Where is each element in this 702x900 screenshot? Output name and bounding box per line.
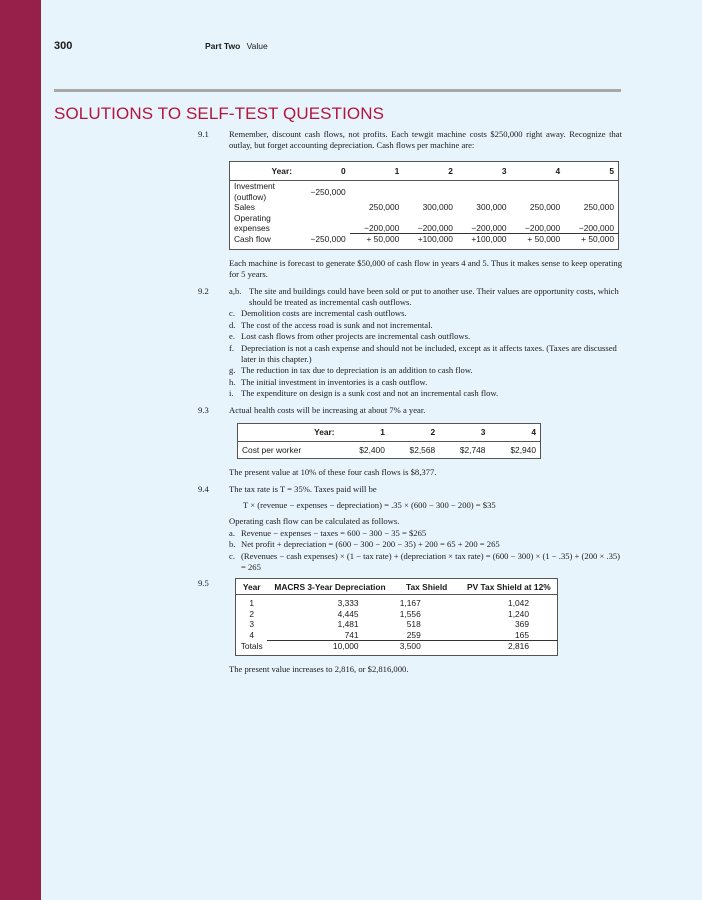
list-text: The cost of the access road is sunk and not incremental. bbox=[241, 319, 433, 330]
table-row bbox=[238, 441, 541, 459]
table-cell: −250,000 bbox=[310, 234, 346, 245]
table-cell: 250,000 bbox=[583, 202, 614, 213]
paragraph: Each machine is forecast to generate $50,000 of cash flow in years 4 and 5. Thus it makes sense to keep operating for 5 years. bbox=[229, 257, 622, 280]
year-header: 2 bbox=[389, 424, 439, 442]
list-label: d. bbox=[229, 319, 236, 330]
table-cell: 1,481 bbox=[337, 619, 359, 630]
list-item bbox=[229, 286, 622, 309]
health-cost-table bbox=[237, 423, 541, 459]
table-cell: +100,000 bbox=[471, 234, 507, 245]
list-label: i. bbox=[229, 388, 234, 399]
table-row bbox=[230, 202, 619, 213]
question-9-1 bbox=[198, 129, 622, 152]
running-head bbox=[205, 41, 268, 51]
paragraph: The present value at 10% of these four cash flows is $8,377. bbox=[229, 467, 437, 478]
table-row bbox=[230, 234, 619, 250]
list-label: g. bbox=[229, 365, 236, 376]
list-text: Revenue − expenses − taxes = 600 − 300 − 35 = $265 bbox=[241, 527, 427, 538]
table-header-row bbox=[236, 579, 558, 595]
table-cell: Totals bbox=[240, 641, 263, 652]
table-cell: 3,500 bbox=[399, 641, 421, 652]
list-label: h. bbox=[229, 376, 236, 387]
list-item bbox=[229, 377, 622, 388]
list-item bbox=[229, 308, 622, 319]
table-cell: −250,000 bbox=[310, 186, 346, 197]
table-cell: 1,042 bbox=[508, 598, 529, 609]
cash-flow-table bbox=[229, 161, 619, 250]
paragraph: Actual health costs will be increasing at about 7% a year. bbox=[229, 404, 426, 415]
table-cell bbox=[296, 213, 350, 234]
list-text: Net profit + depreciation = (600 − 300 − 200 − 35) + 200 = 65 + 200 = 265 bbox=[241, 539, 500, 550]
year-header: 0 bbox=[296, 161, 350, 181]
table-cell: $2,940 bbox=[510, 444, 536, 455]
table-cell: −200,000 bbox=[457, 213, 511, 234]
table-row bbox=[236, 641, 558, 656]
table-cell: 250,000 bbox=[529, 202, 561, 213]
table-cell: 250,000 bbox=[369, 202, 400, 213]
paragraph: The present value increases to 2,816, or $2,816,000. bbox=[229, 663, 409, 674]
year-header: 1 bbox=[350, 161, 404, 181]
question-9-3 bbox=[198, 405, 622, 416]
year-header: 4 bbox=[489, 424, 540, 442]
question-number: 9.3 bbox=[198, 404, 209, 415]
list-text: (Revenues − cash expenses) × (1 − tax rate) + (depreciation × tax rate) = (600 − 300) × (1 − .35) + (200 × .35) = 265 bbox=[241, 550, 621, 572]
table-cell: 518 bbox=[406, 619, 421, 630]
table-cell: + 50,000 bbox=[527, 234, 561, 245]
section-rule bbox=[54, 89, 621, 92]
list-text: The initial investment in inventories is a cash outflow. bbox=[241, 376, 428, 387]
table-cell: 1,240 bbox=[508, 608, 529, 619]
solutions-content bbox=[198, 129, 622, 675]
list-label: a. bbox=[229, 527, 235, 538]
question-number: 9.2 bbox=[198, 285, 209, 296]
table-cell: 2 bbox=[249, 608, 255, 619]
tax-formula: T × (revenue − expenses − depreciation) = .35 × (600 − 300 − 200) = $35 bbox=[243, 499, 496, 510]
table-cell bbox=[564, 181, 618, 203]
part-label: Part Two bbox=[205, 41, 241, 51]
table-cell: 300,000 bbox=[422, 202, 453, 213]
table-cell bbox=[511, 181, 565, 203]
table-cell: + 50,000 bbox=[366, 234, 400, 245]
table-header-label: Year: bbox=[230, 161, 297, 181]
table-cell: 1 bbox=[249, 598, 255, 609]
year-header: 5 bbox=[564, 161, 618, 181]
section-title: SOLUTIONS TO SELF-TEST QUESTIONS bbox=[54, 104, 385, 123]
table-cell: −200,000 bbox=[564, 213, 618, 234]
paragraph: The tax rate is T = 35%. Taxes paid will be bbox=[229, 483, 377, 494]
part-title: Value bbox=[246, 41, 268, 51]
table-row bbox=[236, 609, 558, 620]
page-sidebar-band bbox=[0, 0, 41, 900]
column-header: MACRS 3-Year Depreciation bbox=[267, 579, 392, 595]
page-number: 300 bbox=[54, 40, 73, 52]
year-header: 3 bbox=[457, 161, 511, 181]
list-label: e. bbox=[229, 331, 235, 342]
list-text: Depreciation is not a cash expense and should not be included, except as it affects taxes. (Taxes are discussed later in this chapter.) bbox=[241, 342, 617, 365]
table-cell: $2,748 bbox=[459, 444, 486, 455]
list-item bbox=[229, 388, 622, 399]
table-cell: 4 bbox=[249, 630, 255, 641]
table-cell: +100,000 bbox=[417, 234, 453, 245]
question-9-4 bbox=[198, 484, 622, 574]
row-label: Cost per worker bbox=[242, 444, 302, 455]
list-item bbox=[229, 320, 622, 331]
table-row bbox=[236, 630, 558, 641]
paragraph: Remember, discount cash flows, not profits. Each tewgit machine costs $250,000 right away. Recognize that outlay, but forget accounting depreciation. Cash flows per machine are: bbox=[229, 129, 622, 151]
row-label: Cash flow bbox=[234, 234, 271, 245]
question-9-5 bbox=[198, 578, 622, 656]
table-cell: 3 bbox=[249, 619, 255, 630]
table-cell: 1,167 bbox=[399, 598, 421, 609]
table-cell: 165 bbox=[461, 630, 558, 641]
table-cell bbox=[350, 181, 404, 203]
table-cell: 741 bbox=[267, 630, 392, 641]
column-header: PV Tax Shield at 12% bbox=[461, 579, 558, 595]
table-cell: 259 bbox=[393, 630, 461, 641]
row-label: Investment (outflow) bbox=[234, 181, 275, 202]
table-cell: + 50,000 bbox=[581, 234, 614, 245]
column-header: Tax Shield bbox=[393, 579, 461, 595]
list-label: f. bbox=[229, 342, 235, 353]
table-cell: $2,568 bbox=[409, 444, 436, 455]
list-label: c. bbox=[229, 308, 235, 319]
list-item bbox=[229, 343, 622, 366]
year-header: 2 bbox=[403, 161, 457, 181]
paragraph: Operating cash flow can be calculated as follows. bbox=[229, 516, 400, 527]
table-row bbox=[236, 619, 558, 630]
list-label: c. bbox=[229, 550, 235, 561]
table-cell: −200,000 bbox=[350, 213, 404, 234]
table-cell bbox=[403, 181, 457, 203]
list-text: Lost cash flows from other projects are incremental cash outflows. bbox=[241, 331, 471, 342]
list-item bbox=[229, 528, 622, 539]
table-row bbox=[230, 213, 619, 234]
table-header-row bbox=[230, 161, 619, 181]
row-label: Operating expenses bbox=[234, 212, 271, 234]
table-row bbox=[230, 181, 619, 203]
question-number: 9.1 bbox=[198, 129, 209, 139]
list-text: The site and buildings could have been sold or put to another use. Their values are opportunity costs, which should be treated as incremental cash outflows. bbox=[249, 285, 619, 308]
table-cell: −200,000 bbox=[511, 213, 565, 234]
table-header-row bbox=[238, 424, 541, 442]
table-cell: $2,400 bbox=[359, 444, 385, 455]
table-cell: 369 bbox=[515, 619, 529, 630]
question-number: 9.5 bbox=[198, 578, 209, 589]
list-item bbox=[229, 551, 622, 574]
question-9-2 bbox=[198, 286, 622, 400]
list-item bbox=[229, 331, 622, 342]
year-header: 4 bbox=[511, 161, 565, 181]
list-label: b. bbox=[229, 539, 236, 550]
table-cell bbox=[296, 202, 350, 213]
list-text: The expenditure on design is a sunk cost and not an incremental cash flow. bbox=[241, 388, 499, 399]
list-text: Demolition costs are incremental cash outflows. bbox=[241, 308, 407, 319]
table-cell: 2,816 bbox=[508, 641, 529, 652]
list-label: a,b. bbox=[229, 285, 242, 296]
table-cell: −200,000 bbox=[403, 213, 457, 234]
list-text: The reduction in tax due to depreciation is an addition to cash flow. bbox=[241, 365, 473, 376]
table-cell: 10,000 bbox=[332, 641, 359, 652]
table-row bbox=[236, 595, 558, 609]
table-cell bbox=[457, 181, 511, 203]
year-header: 1 bbox=[339, 424, 389, 442]
table-cell: 1,556 bbox=[399, 608, 421, 619]
table-header-label: Year: bbox=[238, 424, 339, 442]
list-item bbox=[229, 539, 622, 550]
table-cell: 4,445 bbox=[337, 608, 359, 619]
table-cell: 300,000 bbox=[476, 202, 507, 213]
year-header: 3 bbox=[439, 424, 489, 442]
column-header: Year bbox=[236, 579, 268, 595]
question-number: 9.4 bbox=[198, 483, 209, 494]
tax-shield-table bbox=[235, 578, 558, 656]
table-cell: 3,333 bbox=[337, 598, 359, 609]
list-item bbox=[229, 365, 622, 376]
row-label: Sales bbox=[234, 202, 255, 213]
